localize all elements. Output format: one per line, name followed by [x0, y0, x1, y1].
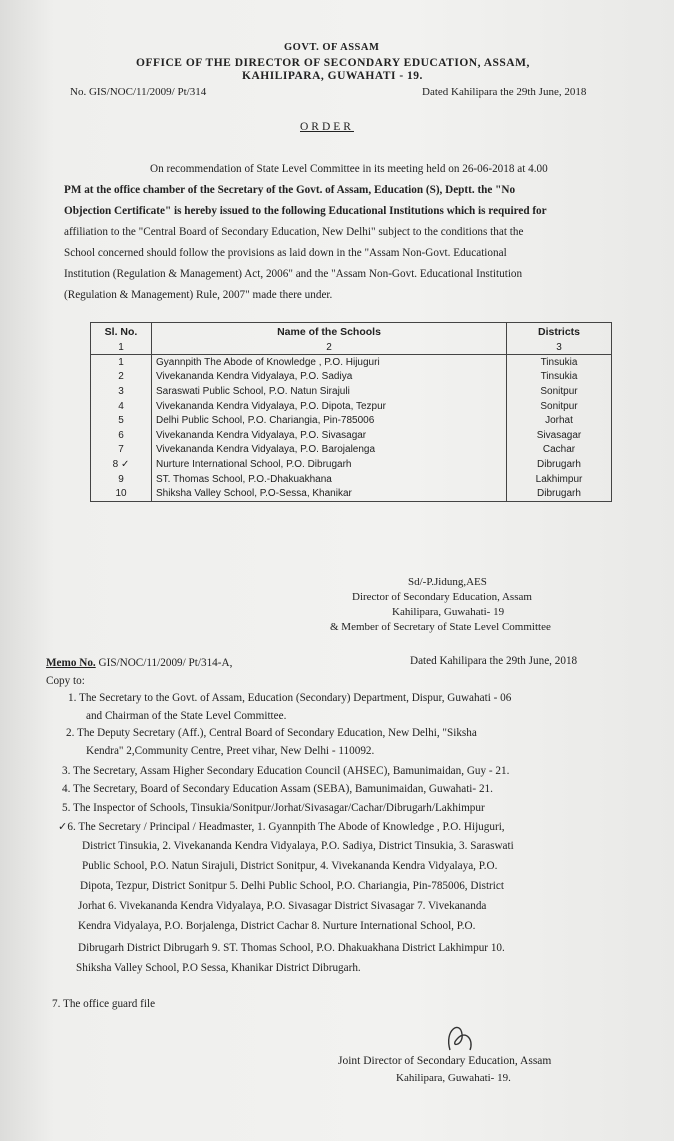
row-district-cell: Sonitpur: [507, 384, 612, 399]
row-district-cell: Dibrugarh: [507, 486, 612, 501]
body-line-3: Objection Certificate" is hereby issued to the following Educational Institutions which is required for: [64, 205, 547, 217]
copy-item-6-line-8: Shiksha Valley School, P.O Sessa, Khanikar District Dibrugarh.: [76, 962, 361, 974]
joint-director-location: Kahilipara, Guwahati- 19.: [396, 1072, 511, 1084]
row-district-cell: Dibrugarh: [507, 457, 612, 472]
header-address: KAHILIPARA, GUWAHATI - 19.: [242, 70, 423, 82]
col-header-district: Districts: [507, 323, 612, 341]
table-row: [91, 486, 612, 501]
col-header-slno: Sl. No.: [91, 323, 152, 341]
copy-item-6-line-7: Dibrugarh District Dibrugarh 9. ST. Thomas School, P.O. Dhakuakhana District Lakhimpur 10.: [78, 942, 505, 954]
table-row: [91, 413, 612, 428]
memo-number: Memo No. GIS/NOC/11/2009/ Pt/314-A,: [46, 657, 233, 669]
row-district-cell: Tinsukia: [507, 370, 612, 385]
row-sl-cell: 3: [91, 384, 152, 399]
row-sl-cell: 8 ✓: [91, 457, 152, 472]
body-line-7: (Regulation & Management) Rule, 2007" made there under.: [64, 289, 333, 301]
schools-table: [90, 322, 612, 502]
header-office: OFFICE OF THE DIRECTOR OF SECONDARY EDUCATION, ASSAM,: [136, 57, 530, 69]
signature-name: Sd/-P.Jidung,AES: [408, 576, 487, 588]
copy-item-1-cont: and Chairman of the State Level Committee.: [86, 710, 287, 722]
order-title: ORDER: [300, 121, 354, 133]
copy-item-2-cont: Kendra" 2,Community Centre, Preet vihar, New Delhi - 110092.: [86, 745, 375, 757]
copy-item-6-line-4: Dipota, Tezpur, District Sonitpur 5. Delhi Public School, P.O. Chariangia, Pin-785006, District: [80, 880, 504, 892]
order-date: Dated Kahilipara the 29th June, 2018: [422, 86, 587, 98]
row-school-name-cell: Gyannpith The Abode of Knowledge , P.O. Hijuguri: [152, 355, 507, 370]
body-line-5: School concerned should follow the provisions as laid down in the "Assam Non-Govt. Educational: [64, 247, 507, 259]
row-school-name-cell: Vivekananda Kendra Vidyalaya, P.O. Sivasagar: [152, 428, 507, 443]
copy-item-4: 4. The Secretary, Board of Secondary Education Assam (SEBA), Bamunimaidan, Guwahati- 21.: [62, 783, 493, 795]
row-sl-cell: 6: [91, 428, 152, 443]
col-index-3: 3: [507, 340, 612, 355]
table-row: [91, 399, 612, 414]
table-row: [91, 384, 612, 399]
row-school-name-cell: Saraswati Public School, P.O. Natun Sirajuli: [152, 384, 507, 399]
copy-item-1: 1. The Secretary to the Govt. of Assam, Education (Secondary) Department, Dispur, Guwahati - 06: [68, 692, 512, 704]
row-sl-cell: 2: [91, 370, 152, 385]
signature-member: & Member of Secretary of State Level Committee: [330, 621, 551, 633]
row-school-name-cell: Shiksha Valley School, P.O-Sessa, Khanikar: [152, 486, 507, 501]
body-line-1: On recommendation of State Level Committee in its meeting held on 26-06-2018 at 4.00: [150, 163, 548, 175]
body-line-2: PM at the office chamber of the Secretary of the Govt. of Assam, Education (S), Deptt. the "No: [64, 184, 516, 196]
copy-item-2: 2. The Deputy Secretary (Aff.), Central Board of Secondary Education, New Delhi, "Siksha: [66, 727, 477, 739]
col-index-2: 2: [152, 340, 507, 355]
order-number: No. GIS/NOC/11/2009/ Pt/314: [70, 86, 207, 98]
row-sl-cell: 5: [91, 413, 152, 428]
row-sl-cell: 1: [91, 355, 152, 370]
row-school-name-cell: Vivekananda Kendra Vidyalaya, P.O. Dipota, Tezpur: [152, 399, 507, 414]
signature-scribble-icon: [440, 1020, 480, 1056]
joint-director-title: Joint Director of Secondary Education, Assam: [338, 1055, 552, 1067]
copy-item-3: 3. The Secretary, Assam Higher Secondary Education Council (AHSEC), Bamunimaidan, Guy - 21.: [62, 765, 510, 777]
row-school-name-cell: Delhi Public School, P.O. Chariangia, Pin-785006: [152, 413, 507, 428]
row-district-cell: Cachar: [507, 443, 612, 458]
body-line-6: Institution (Regulation & Management) Act, 2006" and the "Assam Non-Govt. Educational Institution: [64, 268, 523, 280]
copy-item-7: 7. The office guard file: [52, 998, 156, 1010]
row-sl-cell: 9: [91, 472, 152, 487]
copy-item-6-line-6: Kendra Vidyalaya, P.O. Borjalenga, District Cachar 8. Nurture International School, P.O.: [78, 920, 476, 932]
row-school-name-cell: Vivekananda Kendra Vidyalaya, P.O. Barojalenga: [152, 443, 507, 458]
table-row: [91, 355, 612, 370]
table-row: [91, 457, 612, 472]
copy-item-6-line-5: Jorhat 6. Vivekananda Kendra Vidyalaya, P.O. Sivasagar District Sivasagar 7. Vivekananda: [78, 900, 487, 912]
row-district-cell: Tinsukia: [507, 355, 612, 370]
copy-item-6-line-3: Public School, P.O. Natun Sirajuli, District Sonitpur, 4. Vivekananda Kendra Vidyalaya, P.O.: [82, 860, 498, 872]
row-district-cell: Jorhat: [507, 413, 612, 428]
row-sl-cell: 4: [91, 399, 152, 414]
row-district-cell: Sonitpur: [507, 399, 612, 414]
row-sl-cell: 7: [91, 443, 152, 458]
col-header-name: Name of the Schools: [152, 323, 507, 341]
row-school-name-cell: Vivekananda Kendra Vidyalaya, P.O. Sadiya: [152, 370, 507, 385]
copy-to-label: Copy to:: [46, 675, 85, 687]
copy-item-5: 5. The Inspector of Schools, Tinsukia/Sonitpur/Jorhat/Sivasagar/Cachar/Dibrugarh/Lakhimpur: [62, 802, 485, 814]
signature-designation: Director of Secondary Education, Assam: [352, 591, 532, 603]
header-govt: GOVT. OF ASSAM: [284, 42, 380, 53]
memo-date: Dated Kahilipara the 29th June, 2018: [410, 655, 578, 667]
table-row: [91, 370, 612, 385]
row-school-name-cell: ST. Thomas School, P.O.-Dhakuakhana: [152, 472, 507, 487]
table-row: [91, 472, 612, 487]
signature-location: Kahilipara, Guwahati- 19: [392, 606, 505, 618]
copy-item-6-line-2: District Tinsukia, 2. Vivekananda Kendra Vidyalaya, P.O. Sadiya, District Tinsukia, 3. Saraswati: [82, 840, 514, 852]
row-sl-cell: 10: [91, 486, 152, 501]
col-index-1: 1: [91, 340, 152, 355]
row-district-cell: Lakhimpur: [507, 472, 612, 487]
copy-item-6: ✓6. The Secretary / Principal / Headmaster, 1. Gyannpith The Abode of Knowledge , P.O. Hijuguri,: [58, 821, 505, 833]
body-line-4: affiliation to the "Central Board of Secondary Education, New Delhi" subject to the conditions that the: [64, 226, 524, 238]
row-school-name-cell: Nurture International School, P.O. Dibrugarh: [152, 457, 507, 472]
table-row: [91, 428, 612, 443]
table-row: [91, 443, 612, 458]
row-district-cell: Sivasagar: [507, 428, 612, 443]
